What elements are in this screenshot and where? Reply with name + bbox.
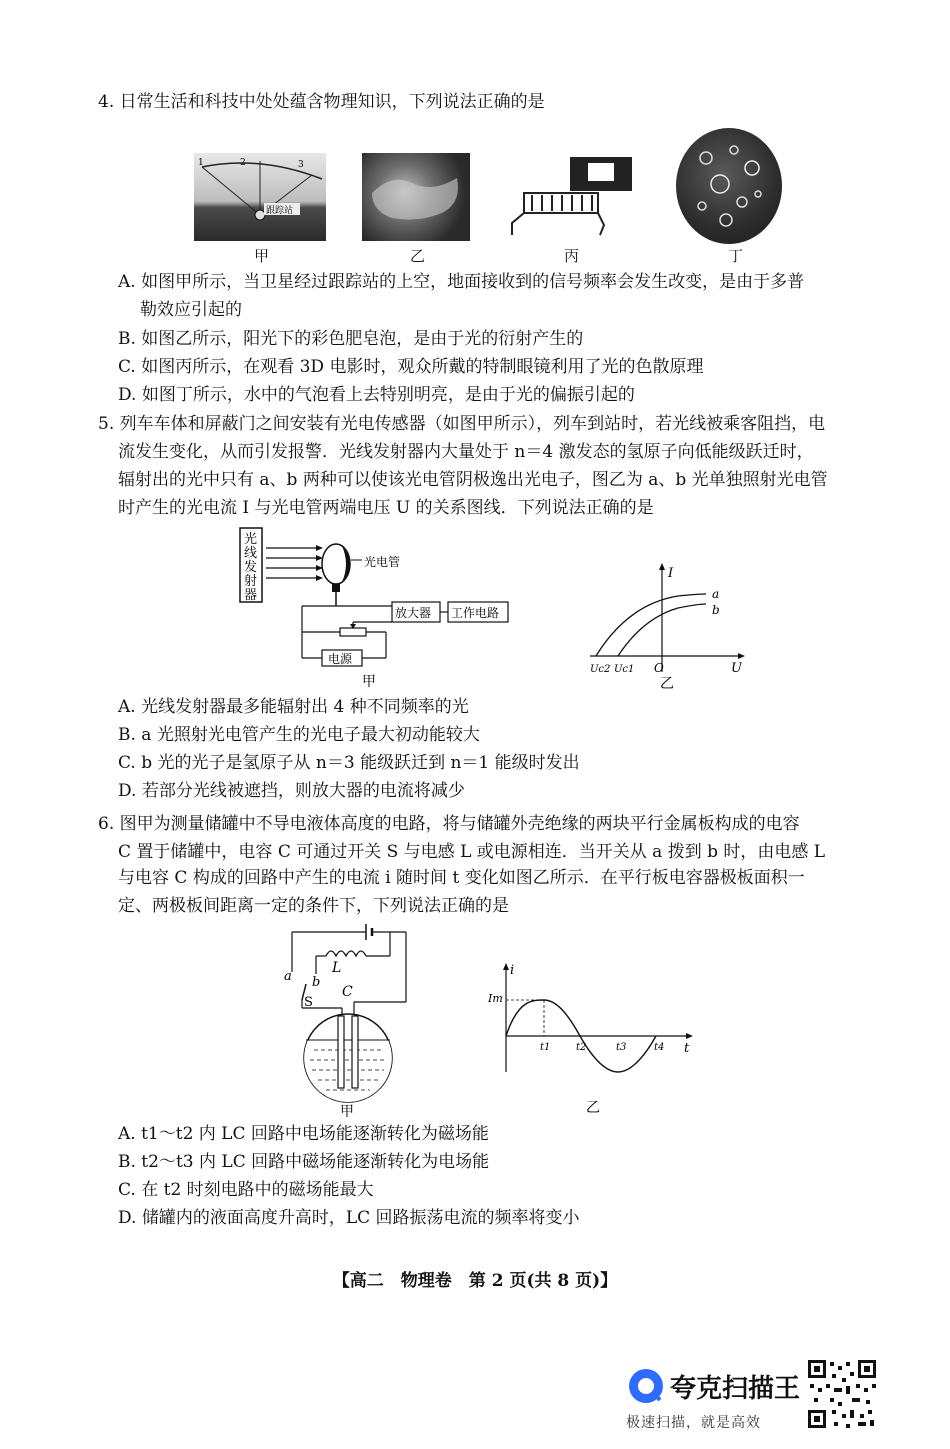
q5-circuit-caption: 甲	[362, 674, 376, 690]
capacitor-label: C	[342, 984, 353, 1000]
graph-im-label: Im	[488, 992, 503, 1005]
capacitor-plate-right	[352, 1016, 358, 1088]
q6-option-a: A. t1～t2 内 LC 回路中电场能逐渐转化为磁场能	[118, 1124, 489, 1144]
q5-option-b: B. a 光照射光电管产生的光电子最大初动能较大	[118, 725, 480, 745]
q5-stem-line2: 流发生变化，从而引发报警．光线发射器内大量处于 n＝4 激发态的氢原子向低能级跃迁时，	[118, 442, 814, 462]
q6-stem-line1: 6. 图甲为测量储罐中不导电液体高度的电路，将与储罐外壳绝缘的两块平行金属板构成的电容	[98, 814, 800, 834]
switch-contact-a: a	[284, 969, 292, 984]
photo-mark-1: 1	[198, 158, 204, 168]
q5-stem-line1: 5. 列车车体和屏蔽门之间安装有光电传感器（如图甲所示），列车到站时，若光线被乘客阻挡，电	[98, 414, 826, 434]
satellite-tracking-illustration	[194, 153, 326, 241]
q5-option-c: C. b 光的光子是氢原子从 n＝3 能级跃迁到 n＝1 能级时发出	[118, 753, 580, 773]
q6-stem-line2: C 置于储罐中，电容 C 可通过开关 S 与电感 L 或电源相连．当开关从 a 拨到 b 时，由电感 L	[118, 842, 826, 862]
fig-label-yi: 乙	[410, 247, 426, 265]
q6-option-b: B. t2～t3 内 LC 回路中磁场能逐渐转化为电场能	[118, 1152, 490, 1172]
q4-option-b: B. 如图乙所示，阳光下的彩色肥皂泡，是由于光的衍射产生的	[118, 329, 584, 349]
curve-b-label: b	[712, 603, 720, 617]
graph-origin: O	[654, 661, 664, 675]
graph-xlabel-u: U	[731, 661, 742, 676]
q5-iu-graph	[588, 560, 748, 690]
q5-photoelectric-circuit	[236, 526, 526, 692]
uc1-label: Uc1	[614, 664, 635, 675]
q6-option-d: D. 储罐内的液面高度升高时，LC 回路振荡电流的频率将变小	[118, 1208, 580, 1228]
phototube-label: 光电管	[364, 555, 401, 569]
q5-stem-line4: 时产生的光电流 I 与光电管两端电压 U 的关系图线．下列说法正确的是	[118, 498, 654, 518]
switch-label: S	[304, 995, 313, 1010]
q5-option-d: D. 若部分光线被遮挡，则放大器的电流将减少	[118, 781, 465, 801]
uc2-label: Uc2	[590, 664, 611, 675]
curve-a-label: a	[712, 587, 720, 601]
graph-ylabel-i: i	[510, 963, 515, 978]
q5-option-a: A. 光线发射器最多能辐射出 4 种不同频率的光	[118, 697, 469, 717]
inductor-label: L	[332, 960, 342, 976]
switch-contact-b: b	[312, 975, 321, 990]
emitter-char-3: 发	[244, 560, 258, 575]
fig-label-ding: 丁	[728, 247, 744, 265]
tick-t1: t1	[540, 1042, 551, 1053]
q5-graph-caption: 乙	[660, 676, 674, 690]
watermark-name: 夸克扫描王	[670, 1374, 801, 1404]
q4-photo-air-bubbles	[676, 128, 782, 244]
tick-t4: t4	[654, 1042, 665, 1053]
inductor-icon	[326, 951, 366, 956]
power-source-label: 电源	[328, 652, 353, 666]
q6-stem-line4: 定、两极板间距离一定的条件下，下列说法正确的是	[118, 896, 509, 916]
q4-option-a-cont: 勒效应引起的	[140, 300, 242, 320]
phototube-icon	[322, 544, 350, 584]
emitter-char-1: 光	[244, 532, 258, 547]
emitter-char-5: 器	[244, 588, 258, 603]
photo-mark-2: 2	[240, 158, 246, 168]
q4-stem: 4. 日常生活和科技中处处蕴含物理知识，下列说法正确的是	[98, 92, 545, 112]
q6-graph-caption: 乙	[586, 1100, 600, 1116]
amplifier-label: 放大器	[395, 606, 432, 620]
q6-lc-circuit	[280, 922, 420, 1118]
tracking-station-label: 跟踪站	[266, 206, 294, 216]
fig-label-jia: 甲	[254, 247, 270, 265]
tick-t2: t2	[576, 1042, 587, 1053]
page-footer: 【高二 物理卷 第 2 页(共 8 页)】	[332, 1271, 618, 1291]
q6-circuit-caption: 甲	[340, 1104, 354, 1118]
curve-a	[596, 594, 706, 656]
capacitor-plate-left	[338, 1016, 344, 1088]
q4-option-c: C. 如图丙所示，在观看 3D 电影时，观众所戴的特制眼镜利用了光的色散原理	[118, 357, 704, 377]
q4-option-d: D. 如图丁所示，水中的气泡看上去特别明亮，是由于光的偏振引起的	[118, 385, 635, 405]
q6-option-c: C. 在 t2 时刻电路中的磁场能最大	[118, 1180, 374, 1200]
q5-stem-line3: 辐射出的光中只有 a、b 两种可以使该光电管阴极逸出光电子，图乙为 a、b 光单独照射光电管	[118, 470, 828, 490]
qr-code-icon	[806, 1358, 878, 1430]
rheostat-icon	[340, 628, 366, 636]
fig-label-bing: 丙	[564, 247, 580, 265]
emitter-char-4: 射	[244, 574, 258, 589]
quark-logo-icon	[626, 1366, 666, 1406]
q4-option-a: A. 如图甲所示，当卫星经过跟踪站的上空，地面接收到的信号频率会发生改变，是由于多普	[118, 272, 805, 292]
graph-ylabel-i: I	[668, 566, 674, 581]
q4-photo-soap-bubble	[362, 153, 470, 241]
q6-it-graph	[486, 960, 698, 1118]
watermark-slogan: 极速扫描，就是高效	[626, 1415, 761, 1431]
work-circuit-label: 工作电路	[451, 606, 500, 620]
emitter-char-2: 线	[244, 546, 258, 561]
q4-photo-3d-glasses	[504, 153, 638, 241]
q4-photo-satellite	[194, 153, 326, 241]
photo-mark-3: 3	[298, 160, 304, 170]
graph-xlabel-t: t	[684, 1041, 690, 1056]
tick-t3: t3	[616, 1042, 627, 1053]
q6-stem-line3: 与电容 C 构成的回路中产生的电流 i 随时间 t 变化如图乙所示．在平行板电容器极板面积一	[118, 868, 805, 888]
